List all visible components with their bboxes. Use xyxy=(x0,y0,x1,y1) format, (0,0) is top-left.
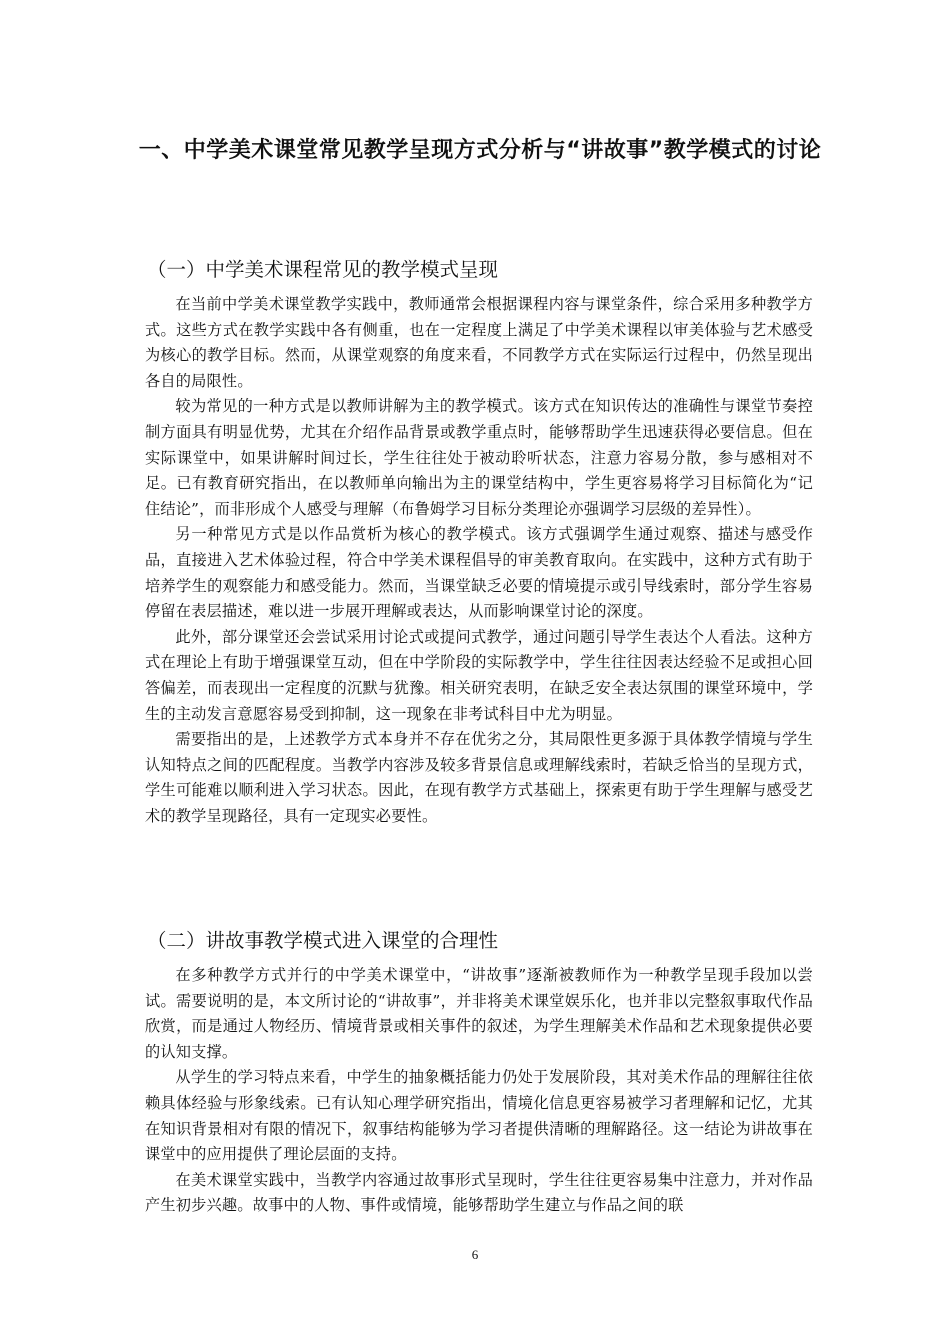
paragraph: 在美术课堂实践中，当教学内容通过故事形式呈现时，学生往往更容易集中注意力，并对作品产生初步兴趣。故事中的人物、事件或情境，能够帮助学生建立与作品之间的联 xyxy=(145,1170,813,1215)
section-2 xyxy=(145,927,813,1219)
paragraph: 此外，部分课堂还会尝试采用讨论式或提问式教学，通过问题引导学生表达个人看法。这种方式在理论上有助于增强课堂互动，但在中学阶段的实际教学中，学生往往因表达经验不足或担心回答偏差，而表现出一定程度的沉默与犹豫。相关研究表明，在缺乏安全表达氛围的课堂环境中，学生的主动发言意愿容易受到抑制，这一现象在非考试科目中尤为明显。 xyxy=(145,627,813,723)
section-heading: （一）中学美术课程常见的教学模式呈现 xyxy=(147,258,499,281)
chapter-title: 一、中学美术课堂常见教学呈现方式分析与“讲故事”教学模式的讨论 xyxy=(138,138,822,163)
section-heading: （二）讲故事教学模式进入课堂的合理性 xyxy=(147,929,499,952)
paragraph: 在当前中学美术课堂教学实践中，教师通常会根据课程内容与课堂条件，综合采用多种教学方式。这些方式在教学实践中各有侧重，也在一定程度上满足了中学美术课程以审美体验与艺术感受为核心的教学目标。然而，从课堂观察的角度来看，不同教学方式在实际运行过程中，仍然呈现出各自的局限性。 xyxy=(145,295,813,390)
paragraph: 另一种常见方式是以作品赏析为核心的教学模式。该方式强调学生通过观察、描述与感受作品，直接进入艺术体验过程，符合中学美术课程倡导的审美教育取向。在实践中，这种方式有助于培养学生的观察能力和感受能力。然而，当课堂缺乏必要的情境提示或引导线索时，部分学生容易停留在表层描述，难以进一步展开理解或表达，从而影响课堂讨论的深度。 xyxy=(145,525,813,621)
page-number: 6 xyxy=(471,1247,479,1262)
section-body xyxy=(145,963,813,1219)
paragraph: 需要指出的是，上述教学方式本身并不存在优劣之分，其局限性更多源于具体教学情境与学生认知特点之间的匹配程度。当教学内容涉及较多背景信息或理解线索时，若缺乏恰当的呈现方式，学生可能难以顺利进入学习状态。因此，在现有教学方式基础上，探索更有助于学生理解与感受艺术的教学呈现路径，具有一定现实必要性。 xyxy=(145,730,813,825)
paragraph: 较为常见的一种方式是以教师讲解为主的教学模式。该方式在知识传达的准确性与课堂节奏控制方面具有明显优势，尤其在介绍作品背景或教学重点时，能够帮助学生迅速获得必要信息。但在实际课堂中，如果讲解时间过长，学生往往处于被动聆听状态，注意力容易分散，参与感相对不足。已有教育研究指出，在以教师单向输出为主的课堂结构中，学生更容易将学习目标简化为“记住结论”，而非形成个人感受与理解（布鲁姆学习目标分类理论亦强调学习层级的差异性）。 xyxy=(145,397,813,518)
paragraph: 在多种教学方式并行的中学美术课堂中，“讲故事”逐渐被教师作为一种教学呈现手段加以尝试。需要说明的是，本文所讨论的“讲故事”，并非将美术课堂娱乐化，也并非以完整叙事取代作品欣赏，而是通过人物经历、情境背景或相关事件的叙述，为学生理解美术作品和艺术现象提供必要的认知支撑。 xyxy=(145,966,813,1061)
section-body xyxy=(145,292,813,829)
section-1 xyxy=(145,256,813,829)
paragraph: 从学生的学习特点来看，中学生的抽象概括能力仍处于发展阶段，其对美术作品的理解往往依赖具体经验与形象线索。已有认知心理学研究指出，情境化信息更容易被学习者理解和记忆，尤其在知识背景相对有限的情况下，叙事结构能够为学习者提供清晰的理解路径。这一结论为讲故事在课堂中的应用提供了理论层面的支持。 xyxy=(145,1068,813,1164)
